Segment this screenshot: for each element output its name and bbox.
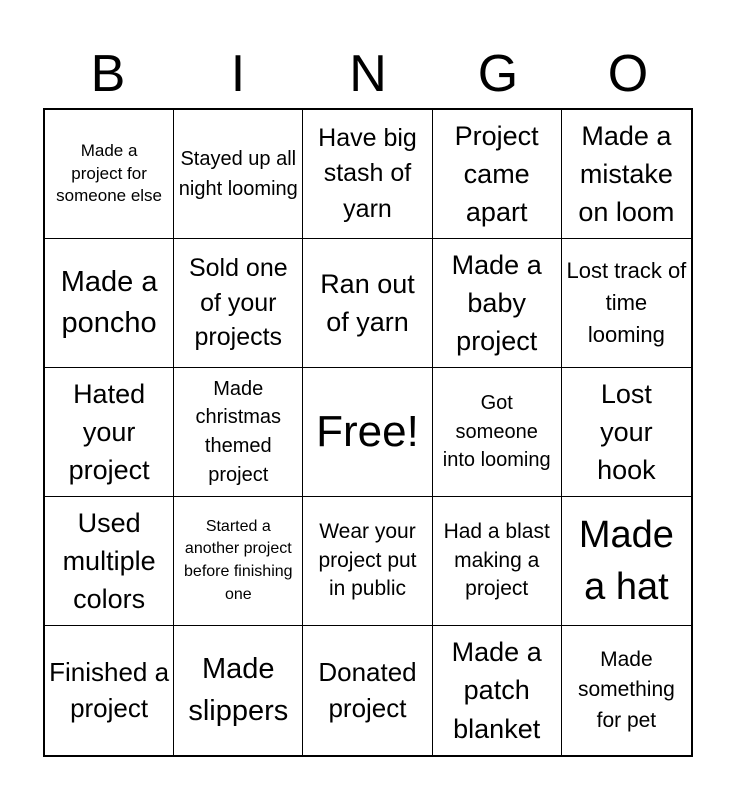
cell-label: Wear your project put in public <box>318 520 417 601</box>
header-letter-n: N <box>349 45 387 103</box>
cell-label: Got someone into looming <box>442 392 551 472</box>
cell-label: Had a blast making a project <box>443 520 550 601</box>
cell-label: Sold one of your projects <box>188 254 288 352</box>
header-letter-i: I <box>230 45 246 103</box>
cell-label: Made a project for someone else <box>56 140 163 206</box>
cell-label: Started a another project before finishing one <box>184 517 293 603</box>
cell-label: Stayed up all night looming <box>178 148 298 200</box>
cell-label: Made a poncho <box>60 265 158 339</box>
cell-label: Lost track of time looming <box>566 258 687 347</box>
cell-label: Ran out of yarn <box>320 268 415 337</box>
bingo-cell[interactable] <box>562 626 691 755</box>
bingo-cell[interactable] <box>562 497 691 626</box>
cell-label: Made slippers <box>188 653 289 727</box>
bingo-cell[interactable] <box>562 239 691 368</box>
bingo-cell[interactable] <box>174 110 303 239</box>
bingo-header <box>43 40 693 108</box>
bingo-cell[interactable] <box>303 497 432 626</box>
header-letter-o: O <box>607 45 649 103</box>
free-space-label: Free! <box>316 407 419 456</box>
cell-label: Project came apart <box>454 120 539 228</box>
bingo-cell[interactable] <box>433 368 562 497</box>
cell-label: Made a baby project <box>451 249 542 357</box>
cell-label: Donated project <box>318 656 417 723</box>
bingo-cell[interactable] <box>45 497 174 626</box>
bingo-cell[interactable] <box>303 626 432 755</box>
bingo-board <box>43 108 693 757</box>
bingo-cell[interactable] <box>562 368 691 497</box>
bingo-cell[interactable] <box>45 110 174 239</box>
bingo-cell[interactable] <box>433 110 562 239</box>
bingo-cell[interactable] <box>433 497 562 626</box>
bingo-cell[interactable] <box>433 239 562 368</box>
cell-label: Made a hat <box>578 513 674 608</box>
header-letter-g: G <box>477 45 519 103</box>
bingo-cell[interactable] <box>303 368 432 497</box>
bingo-cell[interactable] <box>433 626 562 755</box>
cell-label: Made christmas themed project <box>195 377 282 486</box>
cell-label: Used multiple colors <box>62 507 156 615</box>
cell-label: Hated your project <box>68 378 150 486</box>
cell-label: Lost your hook <box>597 378 656 486</box>
bingo-cell[interactable] <box>174 497 303 626</box>
bingo-cell[interactable] <box>174 368 303 497</box>
cell-label: Made a mistake on loom <box>578 120 675 228</box>
header-letter-b: B <box>90 45 126 103</box>
bingo-cell[interactable] <box>45 626 174 755</box>
bingo-cell[interactable] <box>174 239 303 368</box>
bingo-cell[interactable] <box>303 110 432 239</box>
bingo-cell[interactable] <box>45 239 174 368</box>
bingo-cell[interactable] <box>303 239 432 368</box>
bingo-cell[interactable] <box>562 110 691 239</box>
cell-label: Have big stash of yarn <box>318 123 417 223</box>
cell-label: Finished a project <box>49 656 170 723</box>
bingo-cell[interactable] <box>174 626 303 755</box>
bingo-cell[interactable] <box>45 368 174 497</box>
cell-label: Made a patch blanket <box>451 637 542 744</box>
cell-label: Made something for pet <box>577 648 675 732</box>
